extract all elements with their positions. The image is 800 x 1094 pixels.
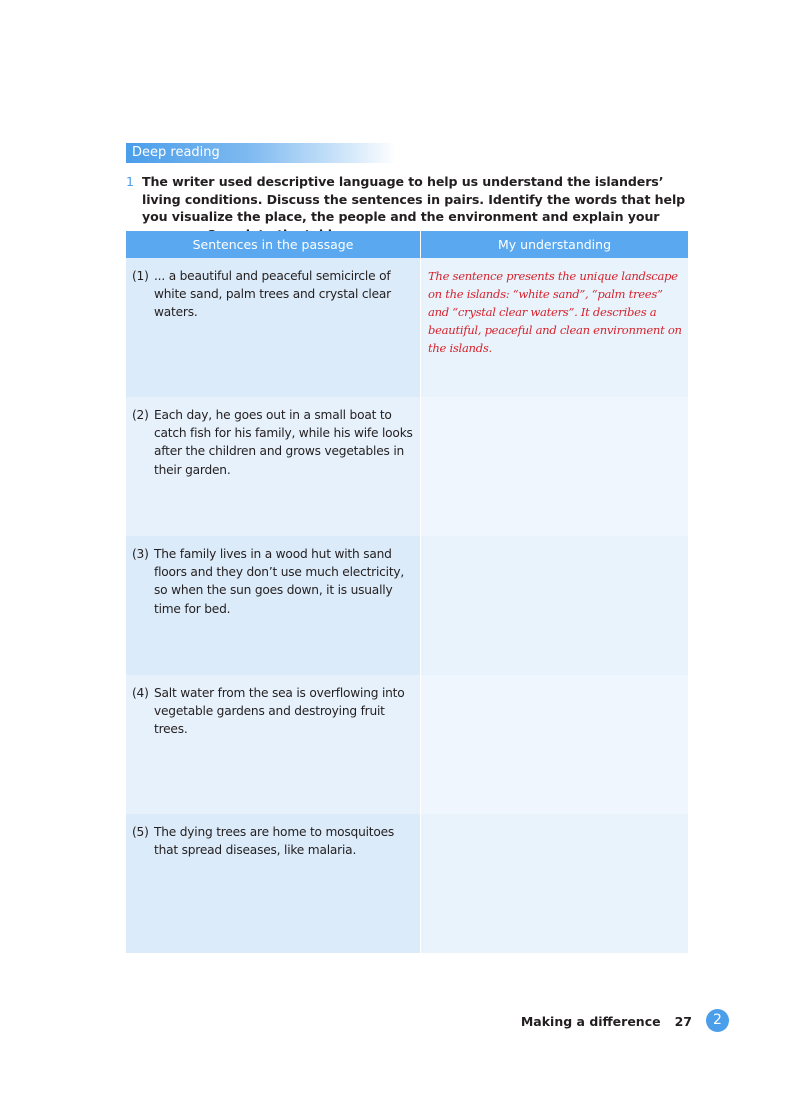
answer-cell[interactable] [421,814,688,953]
sentence-cell [126,536,421,675]
sentence-text: ... a beautiful and peaceful semicircle of white sand, palm trees and crystal clear waters. [154,269,391,320]
row-number: (5) [132,825,149,839]
sentence-text: The family lives in a wood hut with sand floors and they don’t use much electricity, so when the sun goes down, it is usually time for bed. [154,547,405,616]
sentence-cell [126,397,421,536]
page-number: 27 [674,1014,692,1029]
table-row [126,675,688,814]
header-understanding: My understanding [497,237,612,252]
sentence-text: The dying trees are home to mosquitoes that spread diseases, like malaria. [154,825,395,858]
table-row [126,814,688,953]
answer-cell[interactable] [421,397,688,536]
row-number: (3) [132,547,149,561]
sentence-cell [126,258,421,397]
sentence-text: Salt water from the sea is overflowing into vegetable gardens and destroying fruit trees. [154,686,405,737]
answer-text: The sentence presents the unique landscape on the islands: “white sand”, “palm trees” and “crystal clear waters”. It describes a beautiful, peaceful and clean environment on the islands. [428,269,682,355]
table-row [126,397,688,536]
sentence-text: Each day, he goes out in a small boat to catch fish for his family, while his wife looks after the children and grows vegetables in their garden. [154,408,413,477]
instruction-text: The writer used descriptive language to help us understand the islanders’ living conditions. Discuss the sentences in pairs. Identify the words that help you visualize the place, the people and the environment and explain your [142,174,686,224]
table-header [126,231,688,258]
header-sentences: Sentences in the passage [126,231,421,258]
instruction-number: 1 [126,174,134,189]
comparison-table [126,231,688,953]
row-number: (1) [132,269,149,283]
row-number: (4) [132,686,149,700]
table-body [126,258,688,953]
sentence-cell [126,814,421,953]
footer-title: Making a difference [520,1014,661,1029]
page-footer [521,1014,700,1029]
row-number: (2) [132,408,149,422]
table-row [126,258,688,397]
section-banner: Deep reading [126,143,396,163]
unit-badge: 2 [706,1009,729,1032]
sentence-cell [126,675,421,814]
answer-cell[interactable] [421,258,688,397]
answer-cell[interactable] [421,675,688,814]
table-row [126,536,688,675]
answer-cell[interactable] [421,536,688,675]
